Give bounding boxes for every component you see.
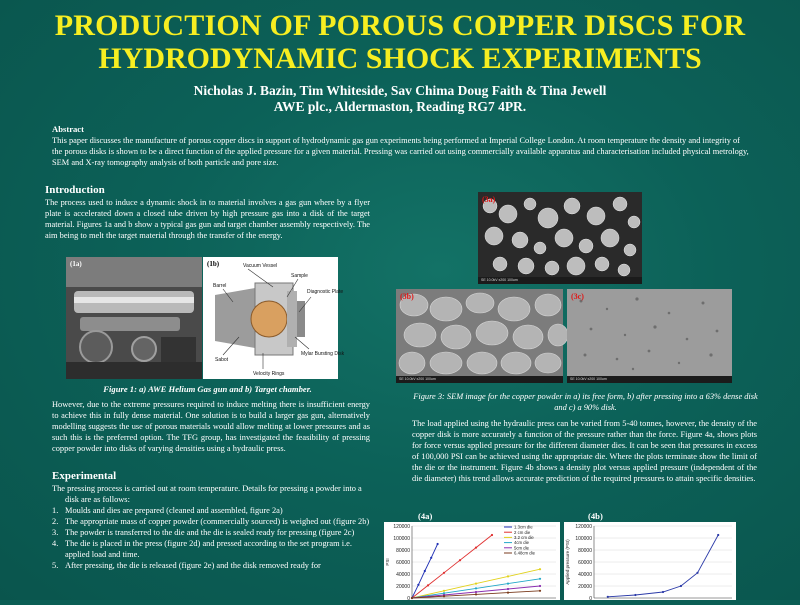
- data-point: [475, 591, 477, 593]
- target-chamber-drawing: [203, 257, 345, 379]
- data-point: [475, 593, 477, 595]
- sem-scale-bar: SE 10.0kV x200 100um: [478, 277, 642, 284]
- data-point: [437, 543, 439, 545]
- experimental-heading: Experimental: [52, 470, 117, 482]
- sem-3a-label: (3a): [482, 195, 496, 204]
- abstract-text: This paper discusses the manufacture of porous copper discs in support of hydrodynamic gas gun experiments being performed at Imperial College London. At room temperature the density and integrity of the porous disks is shown to be a direct function of the applied pressure for a given material. Pressing was carried out using commercially available apparatus and characterisation included physical metrology, SEM and X-ray tomography analysis of both particle and pore size.: [52, 136, 749, 167]
- data-point: [507, 592, 509, 594]
- y-tick-label: 20000: [578, 583, 592, 590]
- target-chamber-diagram: [203, 257, 345, 379]
- y-axis-label: Applied pressure (PSI): [565, 539, 570, 585]
- chart-4b: [564, 522, 736, 600]
- results-text: The load applied using the hydraulic press can be varied from 5-40 tonnes, however, the density of the copper disk is more accurately a function of the pressure rather than the force. Figure 4a, shows plots for force versus applied pressure for the different diameter dies. It can be seen that pressures in excess of 100,000 PSI can be achieved using the appropriate die. Where the plots terminate show the limit of the die or the instrument. Figure 4b shows a density plot versus applied pressure (independent of the die diameter) this trend allows accurate prediction of the required pressures to attain specific densities.: [412, 419, 757, 483]
- poster-title-line1: PRODUCTION OF POROUS COPPER DISCS FOR: [54, 9, 746, 42]
- chart-4a-svg: [384, 522, 560, 600]
- sem-image-3b: [396, 289, 563, 383]
- data-point: [491, 534, 493, 536]
- y-axis-label: PSI: [385, 558, 390, 566]
- data-point: [696, 572, 698, 574]
- sem-scale-bar: SE 10.0kV x200 100um: [396, 376, 563, 383]
- data-point: [417, 584, 419, 586]
- label-sample: Sample: [291, 273, 308, 279]
- legend-entry: 2 cm die: [514, 529, 531, 535]
- introduction-text-2: However, due to the extreme pressures required to induce melting there is insufficient energy to achieve this in fully dense material. One solution is to build a larger gas gun, alternatively modelling suggests the use of porous materials would allow melting at lower pressures and as such this is the preferred option. The TFG group, has investigated the feasibility of pressing copper powder into disks of varying densities using a hydraulic press.: [52, 400, 370, 453]
- introduction-continued: [52, 399, 370, 454]
- y-tick-label: 120000: [393, 523, 410, 530]
- data-point: [430, 557, 432, 559]
- data-point: [475, 587, 477, 589]
- y-tick-label: 80000: [578, 547, 592, 554]
- y-tick-label: 0: [589, 595, 592, 602]
- data-point: [539, 578, 541, 580]
- figure-1b-tag: (1b): [207, 260, 220, 268]
- data-point: [507, 588, 509, 590]
- y-tick-label: 120000: [575, 523, 592, 530]
- chart-4a-label: (4a): [418, 511, 433, 521]
- label-sabot: Sabot: [215, 357, 229, 363]
- label-vacuum-vessel: Vacuum Vessel: [243, 263, 278, 269]
- y-tick-label: 20000: [396, 583, 410, 590]
- gas-gun-drawing: [66, 257, 202, 379]
- chart-4b-svg: [564, 522, 736, 600]
- y-tick-label: 40000: [578, 571, 592, 578]
- sem-image-3a: [478, 192, 642, 284]
- gas-gun-photo: [66, 257, 202, 379]
- y-tick-label: 60000: [578, 559, 592, 566]
- label-mylar-bursting-disk: Mylar Bursting Disk: [301, 351, 345, 357]
- y-tick-label: 100000: [393, 535, 410, 542]
- data-point: [539, 568, 541, 570]
- abstract-heading: Abstract: [52, 124, 84, 134]
- data-point: [427, 584, 429, 586]
- experimental-steps: [52, 505, 370, 571]
- data-point: [443, 590, 445, 592]
- introduction-section: [45, 184, 370, 241]
- data-point: [539, 590, 541, 592]
- y-tick-label: 60000: [396, 559, 410, 566]
- data-point: [459, 559, 461, 561]
- data-point: [680, 585, 682, 587]
- authors: Nicholas J. Bazin, Tim Whiteside, Sav Chima Doug Faith & Tina Jewell: [193, 83, 607, 98]
- data-point: [507, 583, 509, 585]
- data-point: [411, 597, 413, 599]
- data-point: [607, 596, 609, 598]
- sem-3b-label: (3b): [400, 292, 414, 301]
- legend-entry: 3.2 cm die: [514, 535, 534, 540]
- step-item: 1. Moulds and dies are prepared (cleaned and assembled, figure 2a): [52, 506, 283, 515]
- data-point: [424, 570, 426, 572]
- data-point: [443, 572, 445, 574]
- introduction-heading: Introduction: [45, 184, 105, 196]
- figure-1a-tag: (1a): [70, 260, 82, 268]
- experimental-intro: The pressing process is carried out at room temperature. Details for pressing a powder into a disk are as follows:: [52, 484, 362, 504]
- step-item: 3. The powder is transferred to the die and the die is sealed ready for pressing (figure 2c): [52, 528, 355, 537]
- legend-entry: 1.3cm die: [514, 524, 533, 530]
- introduction-text: The process used to induce a dynamic shock in to material involves a gas gun where by a flyer plate is accelerated down a closed tube driven by high pressure gas into a disk of the target material. Figures 1a and b show a typical gas gun and target chamber assembly respectively. The aim being to melt the target material through the transfer of the energy.: [45, 198, 370, 240]
- sem-3a-particles: [478, 192, 642, 284]
- y-tick-label: 0: [407, 595, 410, 602]
- sem-scale-bar: SE 10.0kV x200 100um: [567, 376, 732, 383]
- chart-4b-label: (4b): [588, 511, 603, 521]
- affiliation: AWE plc., Aldermaston, Reading RG7 4PR.: [273, 99, 527, 114]
- data-point: [507, 575, 509, 577]
- y-tick-label: 80000: [396, 547, 410, 554]
- experimental-section: [52, 470, 370, 571]
- figure-3-caption: Figure 3: SEM image for the copper powder in a) its free form, b) after pressing into a 63% dense disk and c) a 90% disk.: [413, 392, 758, 412]
- data-point: [475, 547, 477, 549]
- legend-entry: 5cm die: [514, 545, 530, 551]
- series-line: [608, 535, 718, 597]
- sem-3c-texture: [567, 289, 732, 383]
- legend-entry: 4cm die: [514, 540, 530, 546]
- poster-title-line2: HYDRODYNAMIC SHOCK EXPERIMENTS: [98, 42, 702, 75]
- label-velocity-rings: Velocity Rings: [253, 371, 285, 377]
- data-point: [475, 583, 477, 585]
- step-item: 5. After pressing, the die is released (figure 2e) and the disk removed ready for: [52, 561, 321, 570]
- y-tick-label: 100000: [575, 535, 592, 542]
- step-item: 2. The appropriate mass of copper powder (commercially sourced) is weighed out (figure 2b): [52, 517, 370, 526]
- y-tick-label: 40000: [396, 571, 410, 578]
- legend-entry: 6.48cm die: [514, 550, 536, 556]
- data-point: [443, 595, 445, 597]
- data-point: [634, 594, 636, 596]
- abstract-section: [52, 124, 752, 168]
- data-point: [662, 591, 664, 593]
- label-diagnostic-plate: Diagnostic Plate: [307, 289, 344, 295]
- figure-1-caption: Figure 1: a) AWE Helium Gas gun and b) Target chamber.: [103, 384, 312, 394]
- chart-4a: [384, 522, 560, 600]
- label-barrel: Barrel: [213, 283, 227, 289]
- sem-3c-label: (3c): [571, 292, 584, 301]
- sem-3b-particles: [396, 289, 563, 383]
- data-point: [539, 585, 541, 587]
- step-item: 4. The die is placed in the press (figure 2d) and pressed according to the set program i.e. applied load and time.: [52, 539, 352, 559]
- data-point: [717, 534, 719, 536]
- sem-image-3c: [567, 289, 732, 383]
